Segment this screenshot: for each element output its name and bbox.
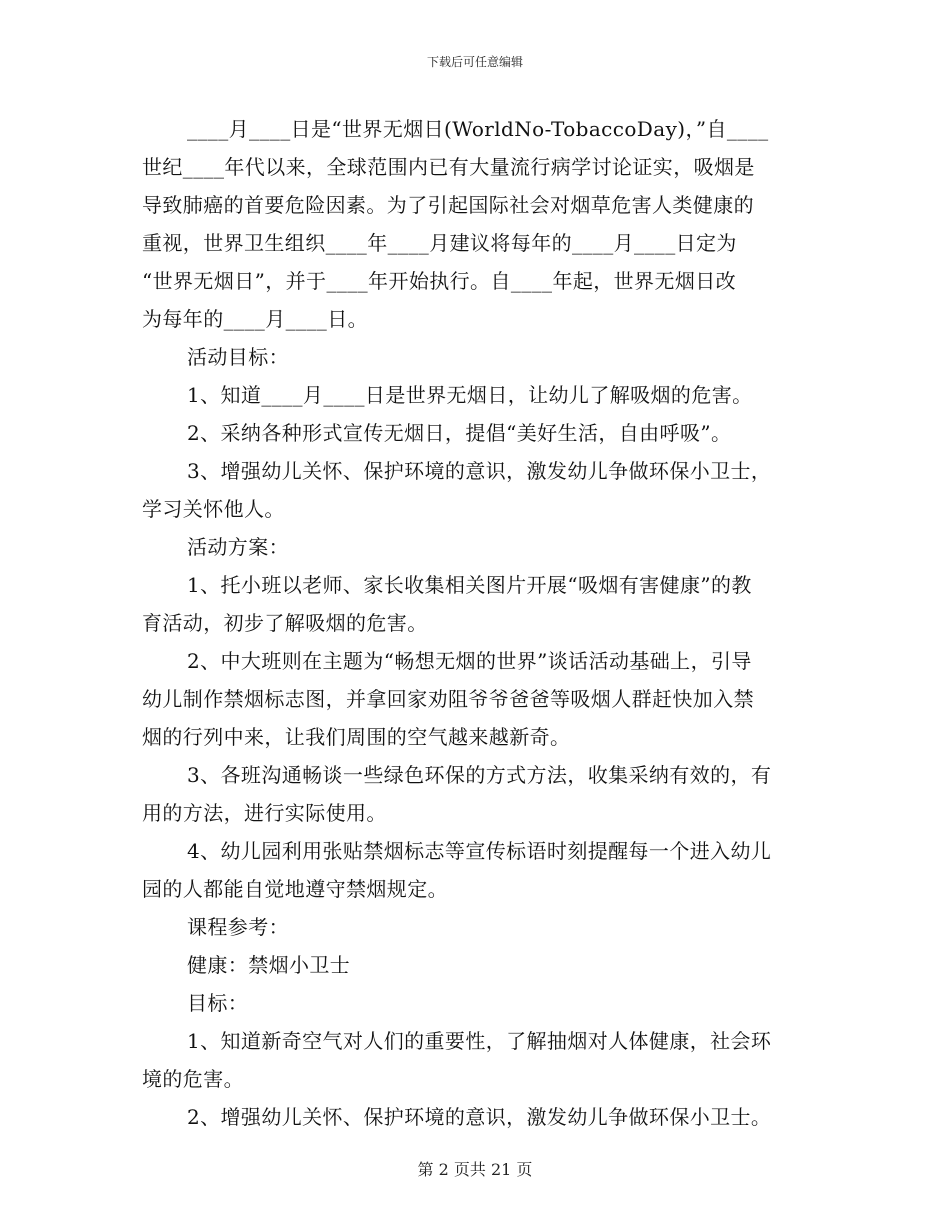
section-heading: 活动目标： <box>187 345 289 369</box>
paragraph-line: 重视，世界卫生组织____年____月建议将每年的____月____日定为 <box>142 231 737 255</box>
list-item: 4、幼儿园利用张贴禁烟标志等宣传标语时刻提醒每一个进入幼儿 <box>187 839 772 863</box>
paragraph-line: 导致肺癌的首要危险因素。为了引起国际社会对烟草危害人类健康的 <box>142 193 754 217</box>
document-body <box>142 110 812 1136</box>
section-heading: 目标： <box>187 991 249 1015</box>
list-item-continuation: 烟的行列中来，让我们周围的空气越来越新奇。 <box>142 725 571 749</box>
section-heading: 活动方案： <box>187 535 289 559</box>
list-item: 2、增强幼儿关怀、保护环境的意识，激发幼儿争做环保小卫士。 <box>187 1105 772 1129</box>
list-item-continuation: 园的人都能自觉地遵守禁烟规定。 <box>142 877 448 901</box>
paragraph-line: 世纪____年代以来，全球范围内已有大量流行病学讨论证实，吸烟是 <box>142 155 755 179</box>
list-item: 3、增强幼儿关怀、保护环境的意识，激发幼儿争做环保小卫士， <box>187 459 772 483</box>
section-heading: 课程参考： <box>187 915 289 939</box>
paragraph-line: ____月____日是“世界无烟日(WorldNo-TobaccoDay)，”自____ <box>187 117 769 141</box>
page-footer: 第 2 页共 21 页 <box>417 1160 533 1179</box>
list-item: 2、采纳各种形式宣传无烟日，提倡“美好生活，自由呼吸”。 <box>187 421 732 445</box>
subsection-heading: 健康：禁烟小卫士 <box>187 953 351 977</box>
list-item: 1、知道____月____日是世界无烟日，让幼儿了解吸烟的危害。 <box>187 383 753 407</box>
list-item-continuation: 学习关怀他人。 <box>142 497 285 521</box>
page-header: 下载后可任意编辑 <box>426 55 523 69</box>
list-item: 1、知道新奇空气对人们的重要性，了解抽烟对人体健康，社会环 <box>187 1029 772 1053</box>
paragraph-line: 为每年的____月____日。 <box>142 307 368 331</box>
list-item: 3、各班沟通畅谈一些绿色环保的方式方法，收集采纳有效的，有 <box>187 763 772 787</box>
list-item-continuation: 幼儿制作禁烟标志图，并拿回家劝阻爷爷爸爸等吸烟人群赶快加入禁 <box>142 687 754 711</box>
list-item: 2、中大班则在主题为“畅想无烟的世界”谈话活动基础上，引导 <box>187 649 752 673</box>
list-item-continuation: 育活动，初步了解吸烟的危害。 <box>142 611 428 635</box>
list-item-continuation: 用的方法，进行实际使用。 <box>142 801 387 825</box>
paragraph-line: “世界无烟日”，并于____年开始执行。自____年起，世界无烟日改 <box>142 269 737 293</box>
list-item-continuation: 境的危害。 <box>142 1067 244 1091</box>
list-item: 1、托小班以老师、家长收集相关图片开展“吸烟有害健康”的教 <box>187 573 752 597</box>
